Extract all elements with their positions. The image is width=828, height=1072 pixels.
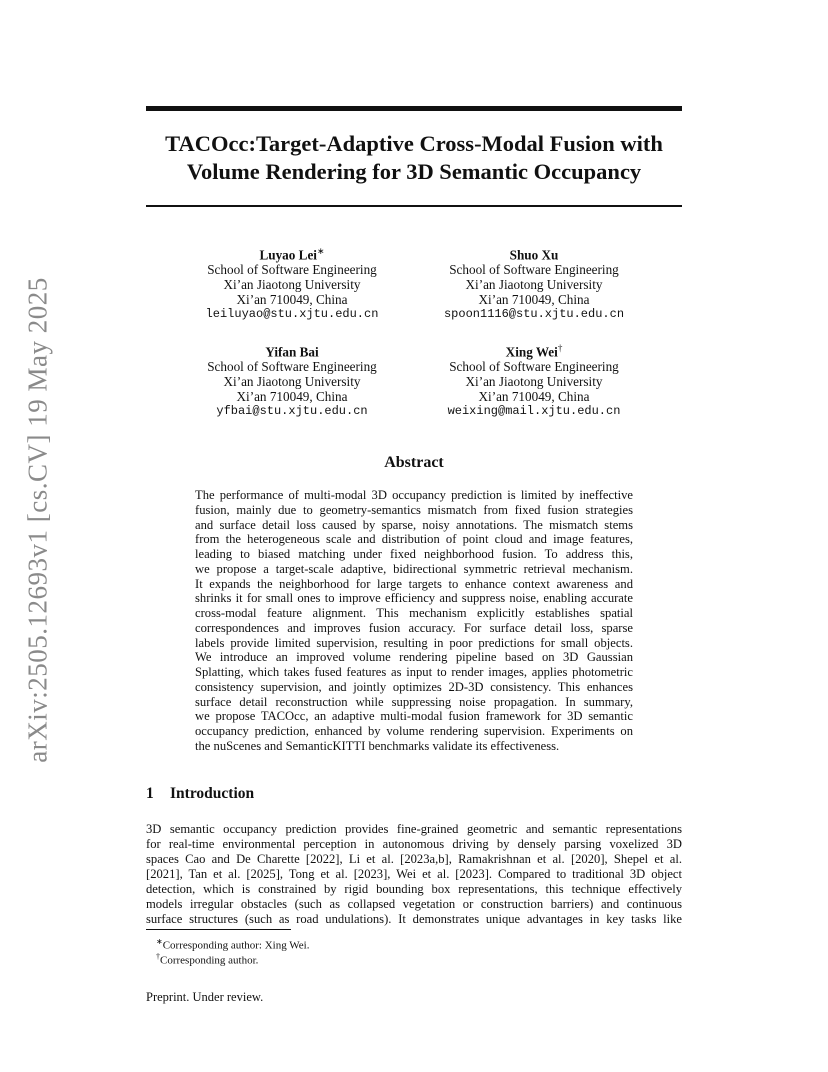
author-affiliation: School of Software Engineering (449, 359, 619, 375)
author-name: Shuo Xu (509, 247, 559, 263)
abstract-line: cross-modal feature alignment. This mechanism explicitly establishes spatial (195, 606, 633, 620)
author-email[interactable]: spoon1116@stu.xjtu.edu.cn (443, 307, 625, 322)
abstract-line: leading to biased matching under fixed neighborhood fusion. To address this, (195, 547, 633, 561)
author-university: Xi’an Jiaotong University (465, 277, 603, 293)
author-name: Xing Wei† (505, 343, 563, 360)
abstract-line: Splatting, which takes fused features as input to render images, applies photometric (195, 665, 633, 679)
author-block (414, 341, 654, 419)
abstract-line: shrinks it for small ones to improve efficiency and suppress noise, enabling accurate (195, 591, 633, 606)
author-email[interactable]: weixing@mail.xjtu.edu.cn (447, 404, 621, 419)
intro-line: 3D semantic occupancy prediction provides fine-grained geometric and semantic representations (146, 822, 682, 836)
author-university: Xi’an Jiaotong University (465, 374, 603, 390)
abstract-line: The performance of multi-modal 3D occupancy prediction is limited by ineffective (195, 488, 633, 502)
author-affiliation: School of Software Engineering (449, 262, 619, 278)
intro-line: surface structures (such as road undulations). It demonstrates unique advantages in key tasks like (146, 912, 682, 926)
author-city: Xi’an 710049, China (478, 292, 590, 308)
intro-line: models irregular obstacles (such as collapsed vegetation or construction barriers) and continuous (146, 897, 682, 911)
author-affiliation: School of Software Engineering (207, 262, 377, 278)
author-university: Xi’an Jiaotong University (223, 374, 361, 390)
author-city: Xi’an 710049, China (236, 389, 348, 405)
abstract-line: and surface detail loss caused by sparse, noisy annotations. The mismatch stems (195, 517, 633, 532)
author-name: Luyao Lei∗ (259, 246, 325, 263)
author-affiliation: School of Software Engineering (207, 359, 377, 375)
title-rule-top (146, 106, 682, 111)
intro-line: for real-time environmental perception in autonomous driving by densely parsing voxelized 3D (146, 837, 682, 851)
abstract-heading: Abstract (384, 454, 444, 471)
paper-title (146, 130, 682, 186)
abstract-line: We introduce an improved volume rendering pipeline based on 3D Gaussian (195, 650, 633, 665)
abstract-line: It expands the neighborhood for large targets to enhance context awareness and (195, 576, 633, 591)
section-number: 1 (146, 785, 154, 802)
author-email[interactable]: yfbai@stu.xjtu.edu.cn (216, 404, 368, 419)
footnote: ∗Corresponding author: Xing Wei. (156, 937, 310, 952)
abstract-line: from the heterogeneous scale and distribution of point cloud and image features, (195, 532, 633, 547)
abstract-line: surface detail reconstruction while suppressing noise propagation. In summary, (195, 694, 633, 709)
intro-body (146, 822, 682, 927)
intro-line: [2021], Tan et al. [2025], Tong et al. [2023], Wei et al. [2023]. Compared to traditional 3D object (146, 867, 682, 881)
author-block (414, 244, 654, 322)
author-city: Xi’an 710049, China (478, 389, 590, 405)
intro-line: spaces Cao and De Charette [2022], Li et al. [2023a,b], Ramakrishnan et al. [2020], Shepel et al. (146, 852, 682, 866)
title-line: Volume Rendering for 3D Semantic Occupancy (186, 159, 642, 184)
footnote-rule (146, 929, 291, 930)
abstract-line: we propose TACOcc, an adaptive multi-modal fusion framework for 3D semantic (195, 709, 633, 724)
arxiv-id: arXiv:2505.12693v1 [cs.CV] 19 May 2025 (22, 277, 53, 763)
footnote: †Corresponding author. (156, 952, 259, 967)
author-university: Xi’an Jiaotong University (223, 277, 361, 293)
abstract-line: we propose a target-scale adaptive, bidirectional symmetric retrieval mechanism. (195, 561, 633, 576)
intro-line: detection, which is constrained by rigid bounding box representations, this technique effectively (146, 882, 682, 896)
abstract-line: correspondences and improves fusion accuracy. For surface detail loss, sparse (195, 620, 633, 635)
abstract-line: labels provide limited supervision, resulting in poor predictions for small objects. (195, 635, 633, 650)
abstract-line: consistency supervision, and jointly optimizes 2D-3D consistency. This enhances (195, 679, 633, 694)
section-title: Introduction (170, 785, 255, 802)
author-email[interactable]: leiluyao@stu.xjtu.edu.cn (205, 307, 379, 322)
abstract-line: occupancy prediction, enhanced by volume rendering supervision. Experiments on (195, 724, 633, 738)
abstract-body (195, 488, 633, 754)
author-block (172, 244, 412, 322)
title-line: TACOcc:Target-Adaptive Cross-Modal Fusion with (165, 131, 663, 156)
author-city: Xi’an 710049, China (236, 292, 348, 308)
abstract-line: the nuScenes and SemanticKITTI benchmarks validate its effectiveness. (195, 738, 560, 753)
abstract-line: fusion, mainly due to geometry-semantics mismatch from fixed fusion strategies (195, 502, 633, 517)
preprint-note: Preprint. Under review. (146, 990, 264, 1004)
author-block (172, 341, 412, 419)
author-name: Yifan Bai (265, 344, 319, 360)
section-heading (146, 785, 254, 803)
title-rule-bottom (146, 205, 682, 207)
